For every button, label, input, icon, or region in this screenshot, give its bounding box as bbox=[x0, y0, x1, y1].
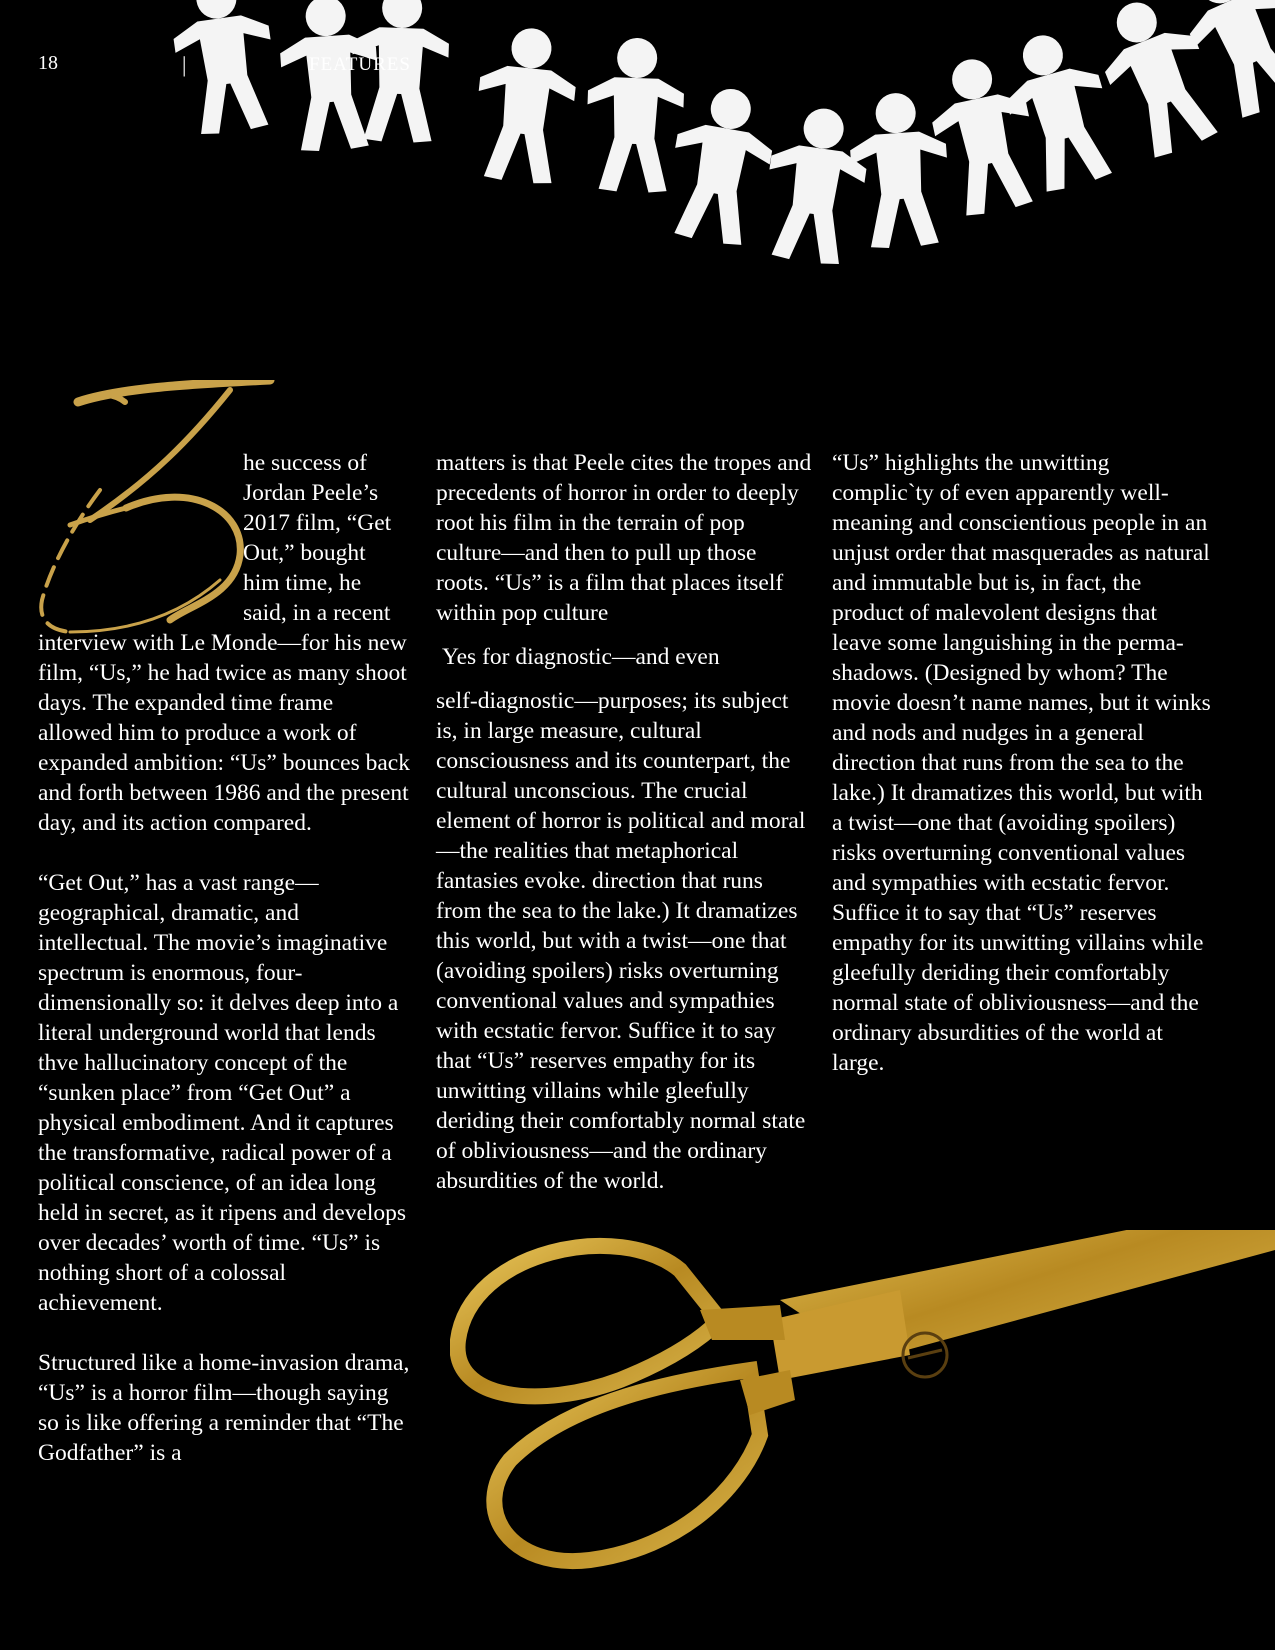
pull-line: Yes for diagnostic—and even bbox=[442, 644, 720, 670]
header-divider: | bbox=[182, 52, 187, 77]
section-label: FEATURES bbox=[309, 54, 411, 75]
paragraph: interview with Le Monde—for his new film, “Us,” he had twice as many shoot days. The expanded time frame allowed him to produce a work of expanded ambition: “Us” bounces back and forth between 1986 and the present day, and its action compared. bbox=[38, 630, 410, 836]
text-line: said, in a recent bbox=[243, 600, 391, 626]
paragraph: Structured like a home-invasion drama, “Us” is a horror film—though saying so is like offering a reminder that “The Godfather” is a bbox=[38, 1350, 410, 1466]
text-line: him time, he bbox=[243, 570, 362, 596]
article-column-2 bbox=[436, 448, 812, 1196]
paragraph: “Us” highlights the unwitting complic`ty of even apparently well-meaning and conscientious people in an unjust order that masquerades as natural and immutable but is, in fact, the product of malevolent designs that leave some languishing in the perma-shadows. (Designed by whom? The movie doesn’t name names, but it winks and nods and nudges in a general direction that runs from the sea to the lake.) It dramatizes this world, but with a twist—one that (avoiding spoilers) risks overturning conventional values and sympathies with ecstatic fervor. Suffice it to say that “Us” reserves empathy for its unwitting villains while gleefully deriding their comfortably normal state of obliviousness—and the ordinary absurdities of the world at large. bbox=[832, 450, 1211, 1076]
article-column-3 bbox=[832, 448, 1212, 1078]
paragraph: “Get Out,” has a vast range—geographical, dramatic, and intellectual. The movie’s imaginative spectrum is enormous, four-dimensionally so: it delves deep into a literal underground world that lends thve hallucinatory concept of the “sunken place” from “Get Out” a physical embodiment. And it captures the transformative, radical power of a political conscience, of an idea long held in secret, as it ripens and develops over decades’ worth of time. “Us” is nothing short of a colossal achievement. bbox=[38, 870, 407, 1316]
article-column-1 bbox=[38, 448, 410, 1468]
page-number: 18 bbox=[38, 52, 58, 74]
text-line: 2017 film, “Get bbox=[243, 510, 392, 536]
paper-doll-chain-image bbox=[0, 0, 1275, 320]
gold-scissors-image bbox=[450, 1230, 1275, 1650]
paragraph: matters is that Peele cites the tropes and precedents of horror in order to deeply root his film in the terrain of pop culture—and then to pull up those roots. “Us” is a film that places itself within pop culture bbox=[436, 450, 812, 626]
text-line: Out,” bought bbox=[243, 540, 366, 566]
text-line: he success of bbox=[243, 450, 367, 476]
dropcap-wrapped-lines bbox=[243, 448, 410, 628]
text-line: Jordan Peele’s bbox=[243, 480, 379, 506]
paragraph: self-diagnostic—purposes; its subject is, in large measure, cultural consciousness and its counterpart, the cultural unconscious. The crucial element of horror is political and moral—the realities that metaphorical fantasies evoke. direction that runs from the sea to the lake.) It dramatizes this world, but with a twist—one that (avoiding spoilers) risks overturning conventional values and sympathies with ecstatic fervor. Suffice it to say that “Us” reserves empathy for its unwitting villains while gleefully deriding their comfortably normal state of obliviousness—and the ordinary absurdities of the world. bbox=[436, 688, 806, 1194]
